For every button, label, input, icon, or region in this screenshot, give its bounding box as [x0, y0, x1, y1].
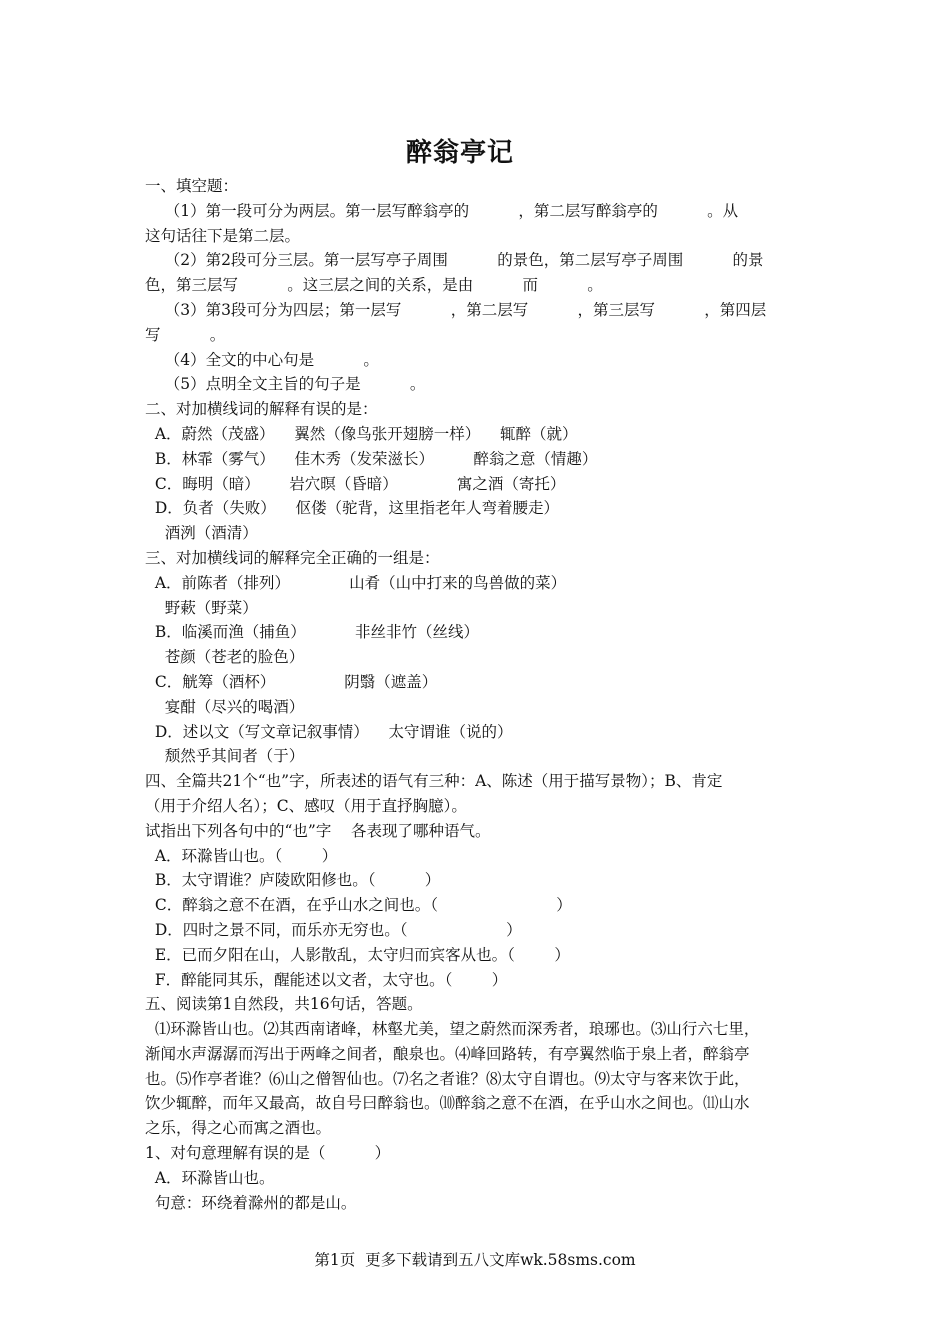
text-line: 试指出下列各句中的“也”字 各表现了哪种语气。 [145, 821, 491, 840]
text-line: 色，第三层写 。这三层之间的关系，是由 而 。 [145, 276, 603, 295]
text-line: A．环滁皆山也。（ ） [145, 846, 338, 865]
page-title: 醉翁亭记 [405, 138, 514, 168]
text-line: 野蔌（野菜） [145, 598, 258, 617]
text-line: （用于介绍人名）；C、感叹（用于直抒胸臆）。 [145, 796, 467, 815]
page-footer: 第1页 更多下载请到五八文库wk.58sms.com [314, 1251, 636, 1269]
text-line: C．晦明（暗） 岩穴暝（昏暗） 寓之酒（寄托） [145, 474, 566, 493]
text-line: A．前陈者（排列） 山肴（山中打来的鸟兽做的菜） [145, 573, 567, 592]
text-line: 也。⑸作亭者谁？⑹山之僧智仙也。⑺名之者谁？⑻太守自谓也。⑼太守与客来饮于此， [145, 1069, 750, 1088]
text-line: 这句话往下是第二层。 [145, 226, 301, 245]
text-line: B．太守谓谁？庐陵欧阳修也。（ ） [145, 871, 441, 890]
text-line: 五、阅读第1自然段，共16句话，答题。 [145, 995, 423, 1014]
text-line: C．醉翁之意不在酒，在乎山水之间也。（ ） [145, 896, 572, 915]
text-line: B．临溪而渔（捕鱼） 非丝非竹（丝线） [145, 623, 480, 642]
text-line: （2）第2段可分三层。第一层写亭子周围 的景色，第二层写亭子周围 的景 [145, 251, 764, 270]
text-line: D．负者（失败） 伛偻（驼背，这里指老年人弯着腰走） [145, 499, 559, 518]
text-line: （1）第一段可分为两层。第一层写醉翁亭的 ，第二层写醉翁亭的 。从 [145, 201, 739, 220]
text-line: A．环滁皆山也。 [145, 1168, 275, 1187]
text-line: 写 。 [145, 325, 226, 344]
text-line: F．醉能同其乐，醒能述以文者，太守也。（ ） [145, 970, 508, 989]
document-body [145, 174, 813, 1215]
text-line: A．蔚然（茂盛） 翼然（像鸟张开翅膀一样） 辄醉（就） [145, 424, 578, 443]
text-line: 句意：环绕着滁州的都是山。 [145, 1193, 357, 1212]
text-line: B．林霏（雾气） 佳木秀（发荣滋长） 醉翁之意（情趣） [145, 449, 598, 468]
text-line: 之乐，得之心而寓之酒也。 [145, 1119, 332, 1138]
text-line: （4）全文的中心句是 。 [145, 350, 379, 369]
text-line: 酒洌（酒清） [145, 524, 258, 543]
text-line: 四、全篇共21个“也”字，所表述的语气有三种：A、陈述（用于描写景物）；B、肯定 [145, 772, 723, 791]
text-line: 一、填空题： [145, 177, 239, 195]
text-line: E．已而夕阳在山，人影散乱，太守归而宾客从也。（ ） [145, 945, 570, 964]
text-line: ⑴环滁皆山也。⑵其西南诸峰，林壑尤美，望之蔚然而深秀者，琅琊也。⑶山行六七里， [145, 1020, 760, 1039]
text-line: 1、对句意理解有误的是（ ） [145, 1144, 391, 1163]
text-line: 渐闻水声潺潺而泻出于两峰之间者，酿泉也。⑷峰回路转，有亭翼然临于泉上者，醉翁亭 [145, 1044, 750, 1063]
text-line: 二、对加横线词的解释有误的是： [145, 400, 378, 419]
text-line: D．四时之景不同，而乐亦无穷也。（ ） [145, 920, 522, 939]
text-line: 苍颜（苍老的脸色） [145, 648, 305, 667]
text-line: 三、对加横线词的解释完全正确的一组是： [145, 548, 440, 567]
text-line: C．觥筹（酒杯） 阴翳（遮盖） [145, 672, 438, 691]
text-line: 宴酣（尽兴的喝酒） [145, 697, 305, 716]
text-line: （5）点明全文主旨的句子是 。 [145, 375, 426, 394]
text-line: （3）第3段可分为四层；第一层写 ，第二层写 ，第三层写 ，第四层 [145, 300, 767, 319]
text-line: D．述以文（写文章记叙事情） 太守谓谁（说的） [145, 722, 513, 741]
text-line: 颓然乎其间者（于） [145, 747, 305, 766]
text-line: 饮少辄醉，而年又最高，故自号曰醉翁也。⑽醉翁之意不在酒，在乎山水之间也。⑾山水 [145, 1094, 750, 1113]
